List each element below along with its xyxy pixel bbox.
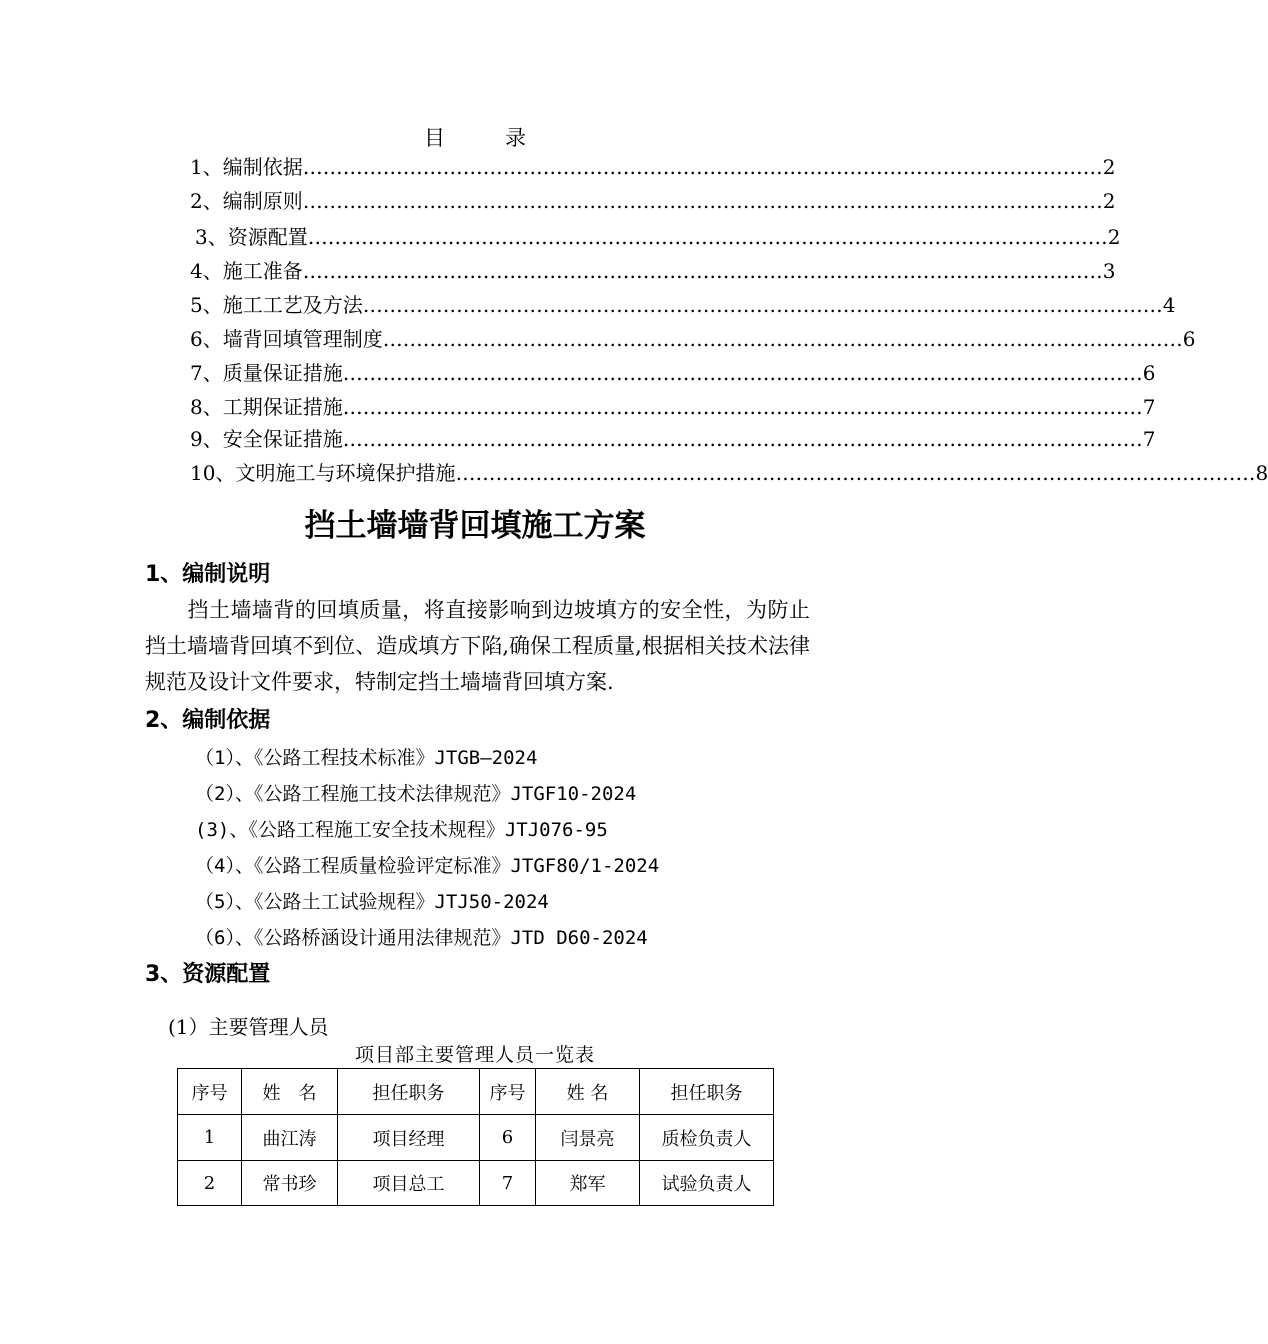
toc-item-label: 3、资源配置 bbox=[195, 225, 308, 249]
toc-leader-dots: ………………………………………………………………………………………………………… bbox=[342, 427, 1143, 451]
toc-leader-dots: ………………………………………………………………………………………………………… bbox=[307, 225, 1108, 249]
toc-title-right: 录 bbox=[505, 126, 526, 150]
toc-item[interactable] bbox=[190, 360, 1156, 386]
toc-leader-dots: ………………………………………………………………………………………………………… bbox=[342, 361, 1143, 385]
toc-item-label: 9、安全保证措施 bbox=[190, 427, 343, 451]
table-header-cell: 序号 bbox=[480, 1069, 536, 1115]
table-header-cell: 姓 名 bbox=[536, 1069, 640, 1115]
table-cell: 项目总工 bbox=[338, 1161, 480, 1206]
staff-table bbox=[177, 1068, 774, 1206]
toc-item-page: 6 bbox=[1182, 327, 1196, 351]
table-cell: 曲江涛 bbox=[242, 1115, 338, 1161]
table-cell: 2 bbox=[178, 1161, 242, 1206]
toc-item[interactable] bbox=[190, 292, 1176, 318]
table-cell: 6 bbox=[480, 1115, 536, 1161]
toc-leader-dots: ………………………………………………………………………………………………………… bbox=[302, 189, 1103, 213]
reference-item: （2）、《公路工程施工技术法律规范》JTGF10-2024 bbox=[195, 783, 637, 805]
toc-item[interactable] bbox=[190, 258, 1116, 284]
toc-item-page: 2 bbox=[1102, 189, 1116, 213]
table-header-cell: 姓 名 bbox=[242, 1069, 338, 1115]
toc-title bbox=[0, 122, 950, 152]
toc-leader-dots: ………………………………………………………………………………………………………… bbox=[302, 259, 1103, 283]
table-row bbox=[178, 1115, 774, 1161]
reference-item: （5）、《公路土工试验规程》JTJ50-2024 bbox=[195, 891, 549, 913]
table-cell: 郑军 bbox=[536, 1161, 640, 1206]
section-heading: 2、编制依据 bbox=[145, 708, 271, 733]
toc-title-left: 目 bbox=[424, 126, 445, 150]
toc-item-page: 2 bbox=[1102, 155, 1116, 179]
toc-leader-dots: ………………………………………………………………………………………………………… bbox=[362, 293, 1163, 317]
toc-item[interactable] bbox=[190, 426, 1156, 452]
reference-item: （4）、《公路工程质量检验评定标准》JTGF80/1-2024 bbox=[195, 855, 660, 877]
toc-leader-dots: ………………………………………………………………………………………………………… bbox=[302, 155, 1103, 179]
table-row bbox=[178, 1161, 774, 1206]
toc-item-label: 6、墙背回填管理制度 bbox=[190, 327, 383, 351]
toc-item-label: 7、质量保证措施 bbox=[190, 361, 343, 385]
toc-item-label: 1、编制依据 bbox=[190, 155, 303, 179]
toc-item-label: 10、文明施工与环境保护措施 bbox=[190, 461, 456, 485]
toc-item-label: 8、工期保证措施 bbox=[190, 395, 343, 419]
toc-item-page: 7 bbox=[1142, 427, 1156, 451]
toc-item[interactable] bbox=[195, 224, 1121, 250]
table-header-cell: 担任职务 bbox=[640, 1069, 774, 1115]
toc-item-label: 2、编制原则 bbox=[190, 189, 303, 213]
toc-item-page: 6 bbox=[1142, 361, 1156, 385]
table-cell: 项目经理 bbox=[338, 1115, 480, 1161]
toc-item[interactable] bbox=[190, 154, 1116, 180]
reference-item: （6）、《公路桥涵设计通用法律规范》JTD D60-2024 bbox=[195, 927, 648, 949]
toc-leader-dots: ………………………………………………………………………………………………………… bbox=[342, 395, 1143, 419]
table-caption: 项目部主要管理人员一览表 bbox=[354, 1044, 595, 1066]
toc-item[interactable] bbox=[190, 188, 1116, 214]
document-title: 挡土墙墙背回填施工方案 bbox=[304, 508, 646, 544]
table-cell: 质检负责人 bbox=[640, 1115, 774, 1161]
table-cell: 7 bbox=[480, 1161, 536, 1206]
table-cell: 常书珍 bbox=[242, 1161, 338, 1206]
toc-item[interactable] bbox=[190, 394, 1156, 420]
section-heading: 1、编制说明 bbox=[145, 562, 271, 587]
table-header-row bbox=[178, 1069, 774, 1115]
reference-item: (3)、《公路工程施工安全技术规程》JTJ076-95 bbox=[195, 819, 608, 841]
toc-item-page: 4 bbox=[1162, 293, 1176, 317]
reference-item: （1）、《公路工程技术标准》JTGB—2024 bbox=[195, 747, 538, 769]
toc-item-page: 3 bbox=[1102, 259, 1116, 283]
toc-leader-dots: ………………………………………………………………………………………………………… bbox=[455, 461, 1256, 485]
toc-item-page: 7 bbox=[1142, 395, 1156, 419]
toc-item-page: 8 bbox=[1255, 461, 1268, 485]
toc-item[interactable] bbox=[190, 326, 1196, 352]
subsection-heading: (1）主要管理人员 bbox=[168, 1015, 329, 1039]
toc-leader-dots: ………………………………………………………………………………………………………… bbox=[382, 327, 1183, 351]
table-cell: 试验负责人 bbox=[640, 1161, 774, 1206]
toc-item-label: 4、施工准备 bbox=[190, 259, 303, 283]
table-header-cell: 序号 bbox=[178, 1069, 242, 1115]
toc-item-page: 2 bbox=[1107, 225, 1121, 249]
section-paragraph-text: 挡土墙墙背的回填质量，将直接影响到边坡填方的安全性，为防止挡土墙墙背回填不到位、造成填方下陷,确保工程质量,根据相关技术法律规范及设计文件要求，特制定挡土墙墙背回填方案. bbox=[145, 598, 810, 694]
section-heading: 3、资源配置 bbox=[145, 962, 271, 987]
table-cell: 1 bbox=[178, 1115, 242, 1161]
section-paragraph bbox=[145, 592, 810, 700]
toc-item[interactable] bbox=[190, 460, 1268, 486]
table-cell: 闫景亮 bbox=[536, 1115, 640, 1161]
table-header-cell: 担任职务 bbox=[338, 1069, 480, 1115]
toc-item-label: 5、施工工艺及方法 bbox=[190, 293, 363, 317]
